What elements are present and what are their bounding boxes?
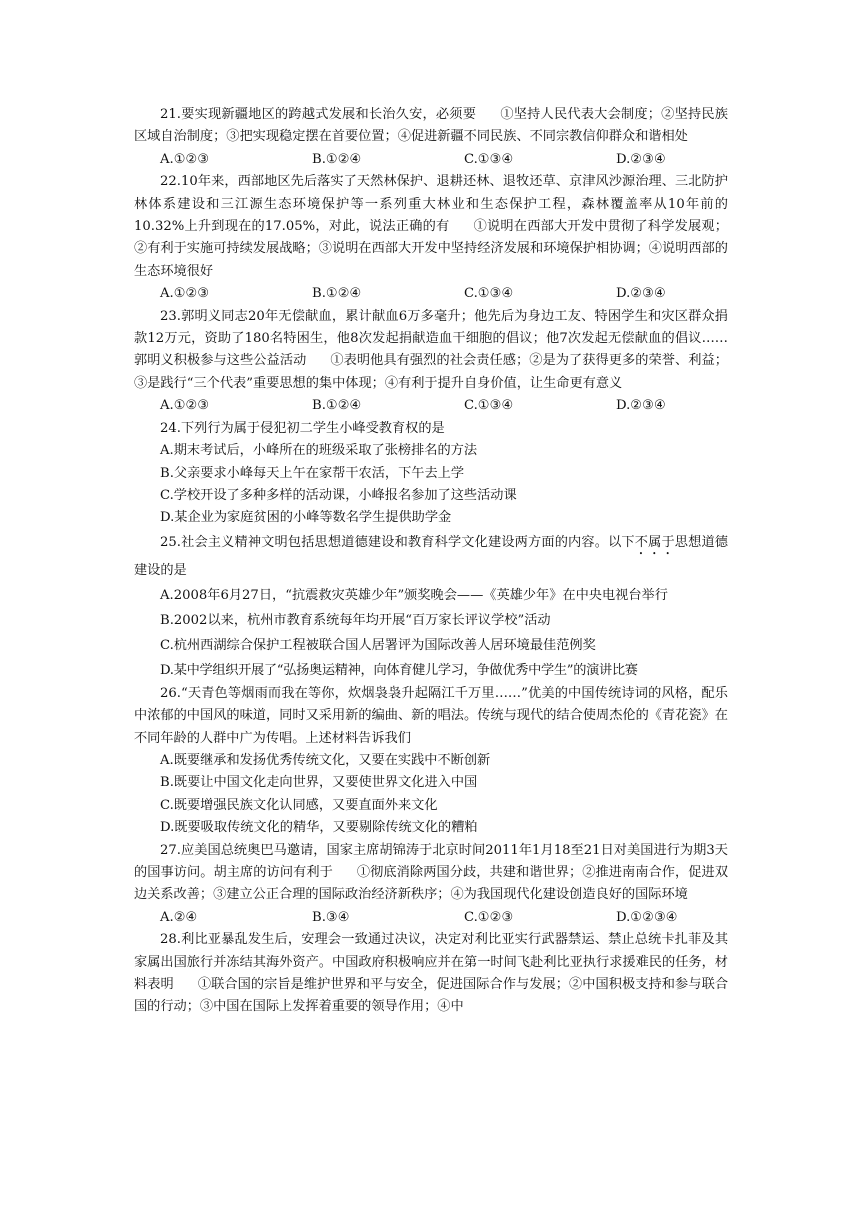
question-stem: 25.社会主义精神文明包括思想道德建设和教育科学文化建设两方面的内容。以下不属于思想道德建设的是 xyxy=(134,534,728,578)
question-stem: 24.下列行为属于侵犯初二学生小峰受教育权的是 xyxy=(160,420,445,436)
option-d: D.既要吸取传统文化的精华，又要剔除传统文化的糟粕 xyxy=(160,820,478,836)
question-23 xyxy=(134,306,728,418)
option-d: D.某中学组织开展了“弘扬奥运精神，向体育健儿学习，争做优秀中学生”的演讲比赛 xyxy=(160,662,638,678)
option-row xyxy=(134,149,728,171)
question-25 xyxy=(134,530,728,683)
option-c: C.①③④ xyxy=(464,286,514,302)
option-a: A.②④ xyxy=(160,909,198,925)
question-stem: 23.郭明义同志20年无偿献血，累计献血6万多毫升；他先后为身边工友、特困学生和灾区群众捐款12万元，资助了180名特困生，他8次发起捐献造血干细胞的倡议；他7次发起无偿献血的倡议……郭明义积极参与这些公益活动 ①表明他具有强烈的社会责任感；②是为了获得更多的荣誉、利益；③是践行“三个代表”重要思想的集中体现；④有利于提升自身价值，让生命更有意义 xyxy=(134,308,728,391)
question-stem: 28.利比亚暴乱发生后，安理会一致通过决议，决定对利比亚实行武器禁运、禁止总统卡扎菲及其家属出国旅行并冻结其海外资产。中国政府积极响应并在第一时间飞赴利比亚执行求援难民的任务，材料表明 ①联合国的宗旨是维护世界和平与安全，促进国际合作与发展；②中国积极支持和参与联合国的行动；③中国在国际上发挥着重要的领导作用；④中 xyxy=(134,932,729,1015)
option-d: D.②③④ xyxy=(616,286,666,302)
question-27 xyxy=(134,840,728,930)
option-c: C.既要增强民族文化认同感，又要直面外来文化 xyxy=(160,797,438,813)
option-b: B.父亲要求小峰每天上午在家帮干农活，下午去上学 xyxy=(160,465,465,481)
question-stem: 22.10年来，西部地区先后落实了天然林保护、退耕还林、退牧还草、京津风沙源治理、三北防护林体系建设和三江源生态环境保护等一系列重大林业和生态保护工程，森林覆盖率从10年前的10.32%上升到现在的17.05%，对此，说法正确的有 ①说明在西部大开发中贯彻了科学发展观；②有利于实施可持续发展战略；③说明在西部大开发中坚持经济发展和环境保护相协调；④说明西部的生态环境很好 xyxy=(134,174,728,279)
question-stem: 21.要实现新疆地区的跨越式发展和长治久安，必须要 ①坚持人民代表大会制度；②坚持民族区域自治制度；③把实现稳定摆在首要位置；④促进新疆不同民族、不同宗教信仰群众和谐相处 xyxy=(134,107,728,145)
option-row xyxy=(134,907,728,929)
option-row xyxy=(134,395,728,417)
option-a: A.①②③ xyxy=(160,398,210,414)
option-d: D.②③④ xyxy=(616,151,666,167)
option-a: A.①②③ xyxy=(160,151,210,167)
question-26 xyxy=(134,683,728,840)
option-b: B.①②④ xyxy=(312,398,362,414)
option-b: B.①②④ xyxy=(312,151,362,167)
emphasized-not-belong: 不属 xyxy=(634,534,662,550)
question-28 xyxy=(134,929,728,1019)
question-stem: 27.应美国总统奥巴马邀请，国家主席胡锦涛于北京时间2011年1月18至21日对美国进行为期3天的国事访问。胡主席的访问有利于 ①彻底消除两国分歧，共建和谐世界；②推进南南合作，促进双边关系改善；③建立公正合理的国际政治经济新秩序；④为我国现代化建设创造良好的国际环境 xyxy=(134,842,729,903)
question-stem: 26.“天青色等烟雨而我在等你，炊烟袅袅升起隔江千万里……”优美的中国传统诗词的风格，配乐中浓郁的中国风的味道，同时又采用新的编曲、新的唱法。传统与现代的结合使周杰伦的《青花瓷》在不同年龄的人群中广为传唱。上述材料告诉我们 xyxy=(134,685,728,746)
option-d: D.②③④ xyxy=(616,398,666,414)
option-row xyxy=(134,283,728,305)
option-a: A.期末考试后，小峰所在的班级采取了张榜排名的方法 xyxy=(160,443,478,459)
question-list xyxy=(134,104,728,1019)
option-c: C.杭州西湖综合保护工程被联合国人居署评为国际改善人居环境最佳范例奖 xyxy=(160,637,596,653)
option-d: D.某企业为家庭贫困的小峰等数名学生提供助学金 xyxy=(160,510,452,526)
question-22 xyxy=(134,171,728,305)
option-c: C.学校开设了多种多样的活动课，小峰报名参加了这些活动课 xyxy=(160,487,517,503)
option-b: B.既要让中国文化走向世界，又要使世界文化进入中国 xyxy=(160,775,478,791)
option-b: B.2002以来，杭州市教育系统每年均开展“百万家长评议学校”活动 xyxy=(160,612,551,628)
question-21 xyxy=(134,104,728,171)
option-c: C.①②③ xyxy=(464,909,514,925)
option-b: B.③④ xyxy=(312,909,350,925)
option-c: C.①③④ xyxy=(464,398,514,414)
option-a: A.2008年6月27日，“抗震救灾英雄少年”颁奖晚会——《英雄少年》在中央电视台举行 xyxy=(160,587,668,603)
question-24 xyxy=(134,418,728,530)
option-a: A.①②③ xyxy=(160,286,210,302)
option-b: B.①②④ xyxy=(312,286,362,302)
option-c: C.①③④ xyxy=(464,151,514,167)
option-d: D.①②③④ xyxy=(616,909,678,925)
option-a: A.既要继承和发扬优秀传统文化，又要在实践中不断创新 xyxy=(160,752,491,768)
